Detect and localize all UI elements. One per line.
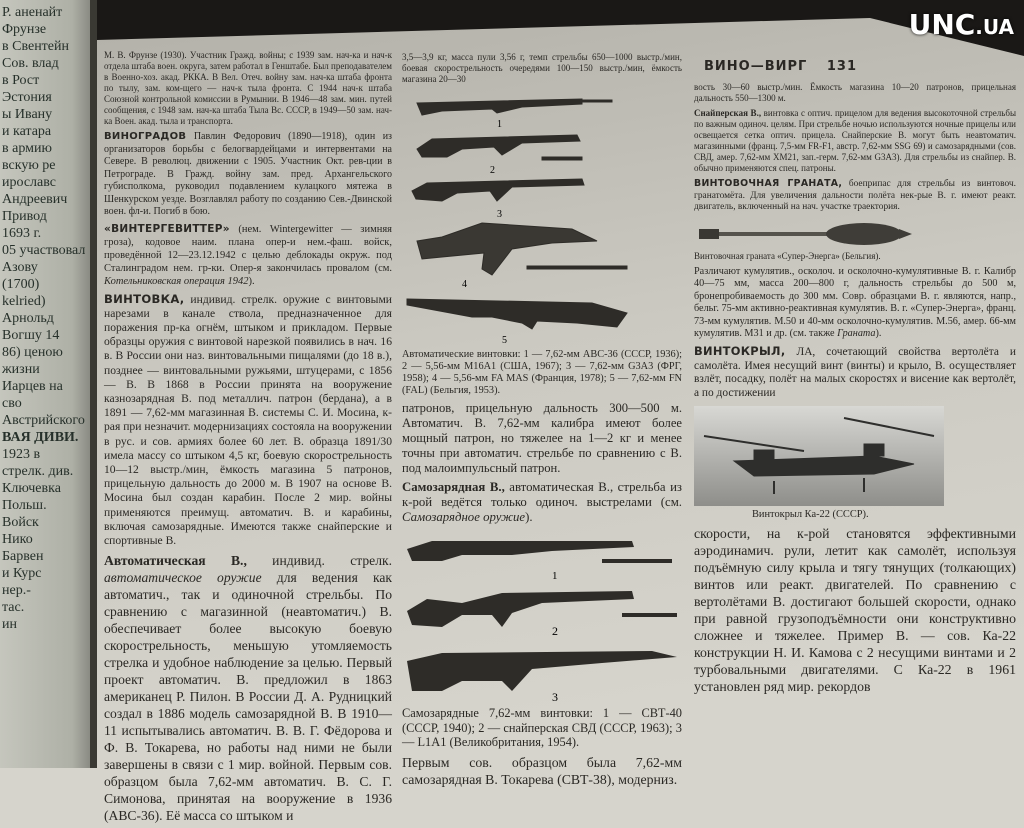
figure-label: 3 [497, 209, 502, 220]
left-fragment: Азову [2, 260, 38, 275]
entry-text: ЛА, сочетающий свойства вертолёта и самолёта. Имея несущий винт (винты) и крыло, В. осуществляет взлёт, посадку, полёт на малых скоростях и висение как вертолёт, а по достижении [694, 346, 1016, 399]
rifle-illustration [407, 541, 634, 561]
headword: ВИНТОВОЧНАЯ ГРАНАТА, [694, 178, 843, 189]
left-fragment: нер.- [2, 583, 31, 598]
left-fragment: 1923 в [2, 447, 41, 462]
left-fragment: Фрунзе [2, 22, 47, 37]
rifle-illustration [417, 135, 582, 160]
figure-self-loading-rifles [402, 531, 682, 703]
headword: ВИНОГРАДОВ [104, 131, 187, 142]
entry-text: ). [525, 510, 533, 524]
entry-text: (нем. Wintergewitter — зимняя гроза), кодовое наим. плана опер-и нем.-фаш. войск, проведённой 12—23.12.1942 с целью деблокады окруж. под Сталинградом нем. гр-ки. Опер-я закончилась провалом (см. [104, 223, 392, 274]
figure-label: 2 [552, 624, 558, 638]
left-fragment: (1700) [2, 277, 40, 292]
entry-text: автоматическая В., стрельба из к-рой ведётся только одиноч. выстрелами (см. [402, 480, 682, 509]
cross-reference: Граната [837, 328, 876, 340]
entry-text: Павлин Федорович (1890—1918), один из организаторов борьбы с белогвардейцами и интервентами на Севере. В революц. движении с 1905. Участник Окт. рев-ции в Петрограде. В Гражд. войну зам. пред. Архангельского губисполкома, руководил подавлением кулацкого мятежа в Шенкурском уезде. Возглавлял работу по созданию Сев.-Двинской воен. фл-и. Погиб в бою. [104, 131, 392, 217]
column-3 [694, 58, 916, 79]
cross-reference: автоматическое оружие [104, 570, 262, 586]
column-3-body [694, 82, 1016, 699]
left-fragment: в Рост [2, 73, 40, 88]
left-fragment: Эстония [2, 90, 52, 105]
entry-text: индивид. стрелк. [272, 553, 392, 569]
col3-top-text: вость 30—60 выстр./мин. Ёмкость магазина 10—20 патронов, прицельная дальность 550—1300 м. [694, 82, 1016, 103]
left-fragment: ВАЯ ДИВИ. [2, 430, 79, 445]
rifle-illustration [412, 179, 584, 201]
left-fragment: 05 участвовал [2, 243, 86, 258]
entry-vintovka [104, 292, 392, 549]
page-number: 131 [826, 59, 857, 74]
subheadword: Снайперская В., [694, 108, 762, 118]
photo-ka22 [694, 406, 944, 506]
entry-text: для ведения как автоматич., так и одиночной стрельбы. По сравнению с магазинной (неавтоматич.) В. обеспечивает более высокую боевую скорострельность, меньшую утомляемость стрелка и удобное наблюдение за целью. Первый проект автоматич. В. предложил в 1863 американец Р. Пилон. В России Д. А. Рудницкий создал в 1886 модель самозарядной В. В 1910—11 испытывались автоматич. В. В. Г. Фёдорова и Ф. В. Токарева, но работы над ними не были завершены в связи с 1 мир. войной. Первым сов. образцом была 7,62-мм автоматич. В. С. Г. Симонова, принятая на вооружение в 1936 (АВС-36). Её масса со штыком и [104, 570, 392, 824]
left-page-text [2, 4, 86, 633]
col2-top-text: 3,5—3,9 кг, масса пули 3,56 г, темп стрельбы 650—1000 выстр./мин, боевая скорострельность очередями 100—150 выстр./мин, ёмкость магазина 20—30 [402, 52, 682, 84]
figure-label: 4 [462, 279, 467, 290]
headword: «ВИНТЕРГЕВИТТЕР» [104, 222, 230, 235]
left-fragment: Привод [2, 209, 47, 224]
cross-reference: Самозарядное оружие [402, 510, 526, 524]
rifle-illustration [417, 223, 627, 275]
entry-vinogradov [104, 131, 392, 219]
entry-compound-helicopter [694, 345, 1016, 400]
subentry-sniper-rifle [694, 108, 1016, 174]
left-fragment: ы Ивану [2, 107, 53, 122]
headword: ВИНТОКРЫЛ, [694, 344, 786, 359]
left-fragment: Войск [2, 515, 39, 530]
entry-text: ). [248, 275, 255, 287]
left-fragment: kelried) Арнольд [2, 294, 54, 326]
col3-grenade-types [694, 266, 1016, 342]
figure-label: 5 [502, 335, 507, 346]
left-fragment: ин [2, 617, 17, 632]
col2-paragraph: патронов, прицельную дальность 300—500 м. Автоматич. В. 7,62-мм калибра имеют более мощный патрон, но тяжелее на 1—2 кг и менее точны при автоматич. стрельбе по сравнению с В. под малоимпульсный патрон. [402, 401, 682, 475]
figure-label: 3 [552, 690, 558, 703]
watermark-text: UNC [908, 8, 976, 41]
entry-text: ). [875, 328, 882, 340]
left-fragment: вскую ре [2, 158, 56, 173]
grenade-illustration [694, 220, 914, 248]
rifle-illustration [417, 99, 612, 115]
grenade-caption: Винтовочная граната «Супер-Энерга» (Бельгия). [694, 250, 881, 261]
left-fragment: стрелк. див. [2, 464, 74, 479]
left-fragment: Вогшу 14 [2, 328, 60, 343]
left-fragment: Нико [2, 532, 33, 547]
left-fragment: в Свентейн [2, 39, 69, 54]
left-fragment: Ключевка [2, 481, 61, 496]
bayonet-illustration [602, 559, 672, 563]
entry-text: винтовка с оптич. прицелом для ведения высокоточной стрельбы по важным одиноч. целям. При стрельбе ночью используются ночные прицелы или освещается сетка оптич. прицела. Снайперские В. могут быть неавтоматич. магазинными (франц. 7,5-мм FR-F1, австр. 7,62-мм SSG 69) и самозарядными (сов. СВД, амер. 7,62-мм XM21, зап.-герм. 7,62-мм G3A3). Для стрельбы из снайпер. В. обычно применяются спец. патроны. [694, 108, 1017, 173]
left-fragment: Р. аненайт [2, 5, 63, 20]
left-fragment: Сов. влад [2, 56, 59, 71]
headword: ВИНТОВКА, [104, 291, 185, 306]
rifle-illustration [407, 651, 677, 691]
entry-text: боеприпас для стрельбы из винтовоч. гранатомёта. Для увеличения дальности полёта нек-рые В. г. имеют реакт. двигатель, включенный на нач. участке траектория. [694, 179, 1016, 212]
gutter [90, 0, 97, 768]
left-fragment: в армию [2, 141, 52, 156]
entry-text: Различают кумулятив., осколоч. и осколочно-кумулятивные В. г. Калибр 40—75 мм, масса 200—800 г, дальность стрельбы до 500 м, бронепробиваемость до 300 мм. Совр. образцами В. г. являются, напр., бельг. 75-мм активно-реактивная кумулятив. В. г. «Супер-Энерга», франц. 73-мм кумулятив. M.50 и 40-мм осколочно-кумулятив. M.56, амер. 66-мм кумулятив. M31 и др. (см. также [694, 265, 1016, 340]
left-fragment: Австрийского [2, 413, 85, 428]
left-fragment: Барвен [2, 549, 44, 564]
cross-reference: Котельниковская операция 1942 [104, 275, 249, 287]
left-fragment: Андреевич [2, 192, 68, 207]
subentry-automatic-rifle [104, 552, 392, 824]
left-fragment: 1693 г. [2, 226, 42, 241]
column-1 [104, 50, 392, 828]
figure-automatic-rifles [402, 91, 652, 346]
col2-bottom-text: Первым сов. образцом была 7,62-мм самозарядная В. Токарева (СВТ-38), модерниз. [402, 754, 682, 787]
figure-caption-self-loading-rifles: Самозарядные 7,62-мм винтовки: 1 — СВТ-40 (СССР, 1940); 2 — снайперская СВД (СССР, 1963); 3 — L1A1 (Великобритания, 1954). [402, 706, 682, 750]
figure-label: 1 [552, 570, 558, 582]
left-fragment: и Курс [2, 566, 42, 581]
entry-text: индивид. стрелк. оружие с винтовыми нарезами в канале ствола, предназначенное для поражения пр-ка огнём, штыком и прикладом. Первые образцы оружия с винтовой нарезкой появились в нач. 16 в. В России они наз. винтовальными пищалями (до 18 в.), позднее — винтовальными ружьями, штуцерами, с 1856 — В. В 1868 в России принята на вооружение казнозарядная В. под металлич. патрон (бердана), а в 1891 — 7,62-мм магазинная В. системы С. И. Мосина, к-рая при незначит. модернизациях состояла на вооружении в рус. и сов. армиях более 60 лет. В. образца 1891/30 имела массу со штыком 4,5 кг, боевую скорострельность 10—12 выстр./мин, ёмкость магазина 5 патронов, прицельную дальность до 2000 м. В 1907 на основе В. Мосина был создан карабин. После 2 мир. войны применяются преимущ. автоматич. В. и карабины, включая самозарядные. Имеются также снайперские и спортивные В. [104, 292, 392, 547]
column-2 [402, 52, 682, 792]
left-fragment: ирославс [2, 175, 56, 190]
rifle-illustration [407, 591, 634, 627]
figure-label: 2 [490, 165, 495, 176]
figure-caption-automatic-rifles: Автоматические винтовки: 1 — 7,62-мм АВС-36 (СССР, 1936); 2 — 5,56-мм M16A1 (США, 1967); 3 — 7,62-мм G3A3 (ФРГ, 1958); 4 — 5,56-мм FA MAS (Франция, 1978); 5 — 7,62-мм FN (FAL) (Бельгия, 1953). [402, 349, 682, 396]
running-head-title: ВИНО—ВИРГ [704, 59, 808, 74]
left-fragment: Польш. [2, 498, 47, 513]
entry-wintergewitter [104, 223, 392, 288]
subentry-self-loading-rifle [402, 480, 682, 525]
photo-caption: Винтокрыл Ка-22 (СССР). [752, 509, 869, 521]
watermark-suffix: .UA [975, 15, 1014, 39]
bayonet-illustration [622, 613, 677, 617]
left-fragment: Иарцев на сво [2, 379, 63, 411]
subheadword: Самозарядная В., [402, 480, 505, 494]
entry-frunze-end: М. В. Фрунзе (1930). Участник Гражд. войны; с 1939 зам. нач-ка и нач-к отдела штаба воен. округа, затем работал в Генштабе. Был преподавателем в Военно-хоз. акад. РККА. В Вел. Отеч. войну зам. нач-ка штаба фронта по тылу, зам. ком-щего — нач-к тыла фронта. С 1944 нач-к штаба Союзной контрольной комиссии в Румынии. В 1946—48 зам. мин. путей сообщения, с 1948 зам. нач-ка штаба Тыла Вс. СССР, в 1949—50 зам. нач-ка Воен. акад. тыла и транспорта. [104, 50, 392, 126]
subheadword: Автоматическая В., [104, 553, 247, 569]
left-fragment: и катара [2, 124, 52, 139]
figure-label: 1 [497, 119, 502, 130]
rifle-illustration [407, 299, 627, 329]
col3-bottom-text: скорости, на к-рой становятся эффективными аэродинамич. рули, летит как самолёт, используя подъёмную силу крыла и тягу тянущих (толкающих) винтов или реакт. двигателей. По сравнению с вертолётами В. достигают большей скорости, однако при равной грузоподъёмности они конструктивно сложнее и тяжелее. Пример В. — сов. Ка-22 конструкции Н. И. Камова с 2 несущими винтами и 2 турбовальными двигателями. С Ка-22 в 1961 установлен ряд мир. рекордов [694, 526, 1016, 695]
running-head [704, 58, 916, 75]
left-fragment: 86) ценою жизни [2, 345, 63, 377]
watermark-logo [909, 8, 1014, 46]
left-fragment: тас. [2, 600, 25, 615]
entry-rifle-grenade [694, 178, 1016, 214]
